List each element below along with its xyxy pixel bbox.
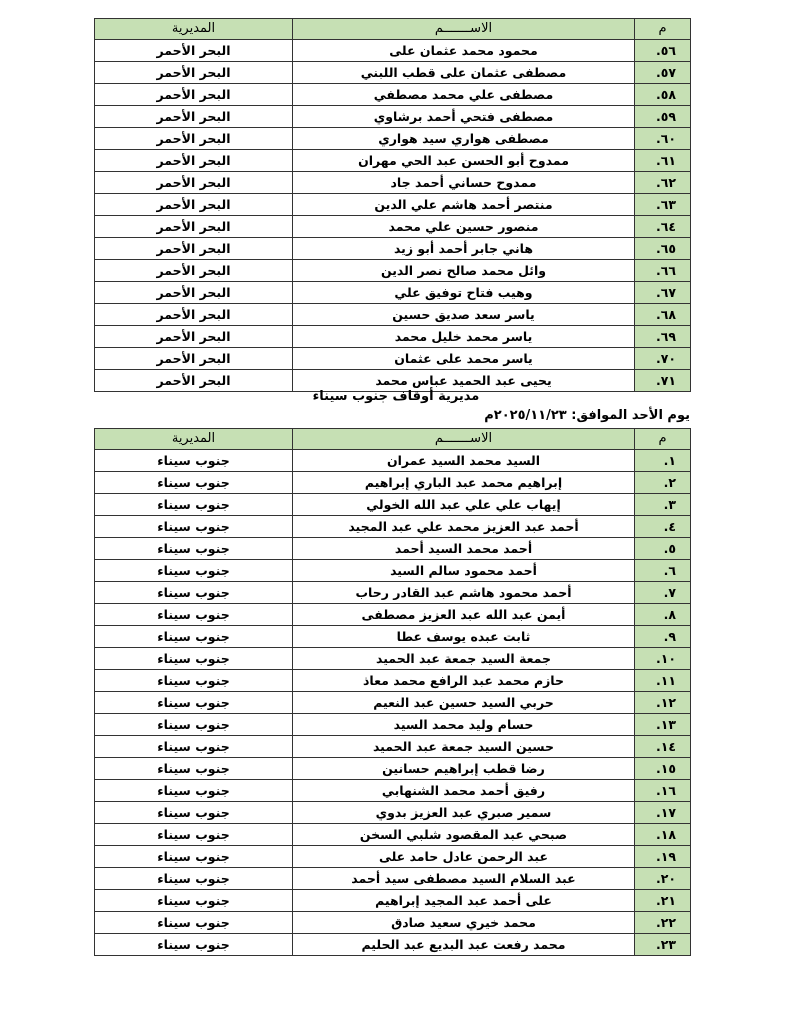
row-number: ١٧. (635, 802, 691, 824)
table-row (95, 648, 691, 670)
table-row (95, 172, 691, 194)
directorate: جنوب سيناء (95, 780, 293, 802)
table-row (95, 84, 691, 106)
table-row (95, 714, 691, 736)
directorate: جنوب سيناء (95, 736, 293, 758)
directorate: جنوب سيناء (95, 516, 293, 538)
person-name: صبحي عبد المقصود شلبي السخن (293, 824, 635, 846)
person-name: مصطفى فتحي أحمد برشاوي (293, 106, 635, 128)
directorate: البحر الأحمر (95, 128, 293, 150)
directorate: البحر الأحمر (95, 282, 293, 304)
directorate: جنوب سيناء (95, 670, 293, 692)
table-row (95, 494, 691, 516)
row-number: ٦٢. (635, 172, 691, 194)
row-number: ٧. (635, 582, 691, 604)
table-row (95, 604, 691, 626)
person-name: محمد خيري سعيد صادق (293, 912, 635, 934)
table-row (95, 846, 691, 868)
table-row (95, 780, 691, 802)
person-name: منصور حسين علي محمد (293, 216, 635, 238)
directorate: جنوب سيناء (95, 890, 293, 912)
person-name: حربي السيد حسين عبد النعيم (293, 692, 635, 714)
directorate: جنوب سيناء (95, 582, 293, 604)
row-number: ٩. (635, 626, 691, 648)
person-name: منتصر أحمد هاشم علي الدين (293, 194, 635, 216)
directorate: جنوب سيناء (95, 868, 293, 890)
table-header-row (95, 19, 691, 40)
directorate: البحر الأحمر (95, 172, 293, 194)
person-name: أحمد محمد السيد أحمد (293, 538, 635, 560)
table-row (95, 40, 691, 62)
col-header-name: الاســـــــم (293, 19, 635, 40)
table-row (95, 282, 691, 304)
row-number: ٢٣. (635, 934, 691, 956)
directorate: جنوب سيناء (95, 560, 293, 582)
row-number: ٦. (635, 560, 691, 582)
row-number: ١. (635, 450, 691, 472)
table-header-row (95, 429, 691, 450)
row-number: ٦٠. (635, 128, 691, 150)
table-row (95, 194, 691, 216)
directorate: البحر الأحمر (95, 216, 293, 238)
directorate: البحر الأحمر (95, 326, 293, 348)
person-name: وهيب فتاح توفيق علي (293, 282, 635, 304)
person-name: أحمد عبد العزيز محمد علي عبد المجيد (293, 516, 635, 538)
table-body (95, 450, 691, 956)
section-title: مديرية أوقاف جنوب سيناء (312, 389, 480, 404)
directorate: جنوب سيناء (95, 846, 293, 868)
row-number: ٥٩. (635, 106, 691, 128)
table-row (95, 890, 691, 912)
person-name: حسين السيد جمعة عبد الحميد (293, 736, 635, 758)
person-name: ممدوح أبو الحسن عبد الحي مهران (293, 150, 635, 172)
directorate: جنوب سيناء (95, 714, 293, 736)
red-sea-table (94, 18, 691, 392)
table-row (95, 582, 691, 604)
person-name: عبد الرحمن عادل حامد على (293, 846, 635, 868)
table-row (95, 626, 691, 648)
row-number: ٦٣. (635, 194, 691, 216)
row-number: ٧١. (635, 370, 691, 392)
table-row (95, 538, 691, 560)
person-name: سمير صبري عبد العزيز بدوي (293, 802, 635, 824)
row-number: ٦٤. (635, 216, 691, 238)
row-number: ٦١. (635, 150, 691, 172)
person-name: مصطفى عثمان على قطب اللبني (293, 62, 635, 84)
row-number: ٤. (635, 516, 691, 538)
directorate: البحر الأحمر (95, 238, 293, 260)
person-name: ياسر سعد صديق حسين (293, 304, 635, 326)
person-name: أحمد محمود سالم السيد (293, 560, 635, 582)
table-row (95, 472, 691, 494)
directorate: جنوب سيناء (95, 802, 293, 824)
table-row (95, 450, 691, 472)
person-name: محمود محمد عثمان على (293, 40, 635, 62)
person-name: رضا قطب إبراهيم حسانين (293, 758, 635, 780)
row-number: ٦٩. (635, 326, 691, 348)
row-number: ١٣. (635, 714, 691, 736)
table-row (95, 560, 691, 582)
col-header-name: الاســـــــم (293, 429, 635, 450)
directorate: البحر الأحمر (95, 106, 293, 128)
row-number: ١٩. (635, 846, 691, 868)
table-row (95, 868, 691, 890)
person-name: أيمن عبد الله عبد العزيز مصطفى (293, 604, 635, 626)
person-name: يحيى عبد الحميد عباس محمد (293, 370, 635, 392)
directorate: البحر الأحمر (95, 62, 293, 84)
row-number: ١٢. (635, 692, 691, 714)
table-row (95, 348, 691, 370)
person-name: عبد السلام السيد مصطفى سيد أحمد (293, 868, 635, 890)
table-row (95, 934, 691, 956)
directorate: جنوب سيناء (95, 824, 293, 846)
table-row (95, 758, 691, 780)
row-number: ١٥. (635, 758, 691, 780)
directorate: جنوب سيناء (95, 692, 293, 714)
row-number: ٦٦. (635, 260, 691, 282)
directorate: البحر الأحمر (95, 84, 293, 106)
table-row (95, 670, 691, 692)
south-sinai-table (94, 428, 691, 956)
directorate: جنوب سيناء (95, 912, 293, 934)
table-row (95, 736, 691, 758)
person-name: ياسر محمد على عثمان (293, 348, 635, 370)
row-number: ٥٨. (635, 84, 691, 106)
person-name: رفيق أحمد محمد الشنهابي (293, 780, 635, 802)
row-number: ١٠. (635, 648, 691, 670)
table-row (95, 326, 691, 348)
person-name: حسام وليد محمد السيد (293, 714, 635, 736)
row-number: ٣. (635, 494, 691, 516)
row-number: ١٤. (635, 736, 691, 758)
person-name: على أحمد عبد المجيد إبراهيم (293, 890, 635, 912)
table-row (95, 692, 691, 714)
person-name: محمد رفعت عبد البديع عبد الحليم (293, 934, 635, 956)
table-row (95, 260, 691, 282)
table-row (95, 216, 691, 238)
col-header-number: م (635, 429, 691, 450)
person-name: هاني جابر أحمد أبو زيد (293, 238, 635, 260)
row-number: ١١. (635, 670, 691, 692)
directorate: البحر الأحمر (95, 40, 293, 62)
row-number: ١٨. (635, 824, 691, 846)
table-row (95, 106, 691, 128)
person-name: وائل محمد صالح نصر الدين (293, 260, 635, 282)
row-number: ٢٢. (635, 912, 691, 934)
person-name: إيهاب علي علي عبد الله الخولي (293, 494, 635, 516)
row-number: ٨. (635, 604, 691, 626)
directorate: جنوب سيناء (95, 626, 293, 648)
directorate: البحر الأحمر (95, 194, 293, 216)
row-number: ٥٧. (635, 62, 691, 84)
directorate: البحر الأحمر (95, 370, 293, 392)
directorate: البحر الأحمر (95, 348, 293, 370)
date-line: يوم الأحد الموافق: ٢٠٢٥/١١/٢٣م (484, 408, 690, 423)
directorate: جنوب سيناء (95, 450, 293, 472)
directorate: جنوب سيناء (95, 494, 293, 516)
directorate: جنوب سيناء (95, 472, 293, 494)
row-number: ٧٠. (635, 348, 691, 370)
directorate: البحر الأحمر (95, 260, 293, 282)
table-row (95, 304, 691, 326)
directorate: البحر الأحمر (95, 304, 293, 326)
col-header-directorate: المديرية (95, 429, 293, 450)
row-number: ٢. (635, 472, 691, 494)
table-row (95, 516, 691, 538)
person-name: حازم محمد عبد الرافع محمد معاذ (293, 670, 635, 692)
row-number: ١٦. (635, 780, 691, 802)
table-row (95, 824, 691, 846)
directorate: جنوب سيناء (95, 758, 293, 780)
person-name: السيد محمد السيد عمران (293, 450, 635, 472)
person-name: مصطفى علي محمد مصطفي (293, 84, 635, 106)
row-number: ٦٧. (635, 282, 691, 304)
directorate: جنوب سيناء (95, 538, 293, 560)
table-row (95, 150, 691, 172)
table-row (95, 802, 691, 824)
directorate: جنوب سيناء (95, 934, 293, 956)
row-number: ٢١. (635, 890, 691, 912)
table-row (95, 128, 691, 150)
person-name: ممدوح حساني أحمد جاد (293, 172, 635, 194)
person-name: مصطفى هواري سيد هواري (293, 128, 635, 150)
directorate: جنوب سيناء (95, 604, 293, 626)
row-number: ٦٥. (635, 238, 691, 260)
person-name: أحمد محمود هاشم عبد القادر رحاب (293, 582, 635, 604)
person-name: إبراهيم محمد عبد الباري إبراهيم (293, 472, 635, 494)
row-number: ٥٦. (635, 40, 691, 62)
col-header-directorate: المديرية (95, 19, 293, 40)
row-number: ٢٠. (635, 868, 691, 890)
table-row (95, 62, 691, 84)
person-name: جمعة السيد جمعة عبد الحميد (293, 648, 635, 670)
table-row (95, 238, 691, 260)
person-name: ياسر محمد خليل محمد (293, 326, 635, 348)
row-number: ٥. (635, 538, 691, 560)
table-row (95, 912, 691, 934)
table-body (95, 40, 691, 392)
col-header-number: م (635, 19, 691, 40)
row-number: ٦٨. (635, 304, 691, 326)
directorate: جنوب سيناء (95, 648, 293, 670)
person-name: ثابت عبده يوسف عطا (293, 626, 635, 648)
directorate: البحر الأحمر (95, 150, 293, 172)
